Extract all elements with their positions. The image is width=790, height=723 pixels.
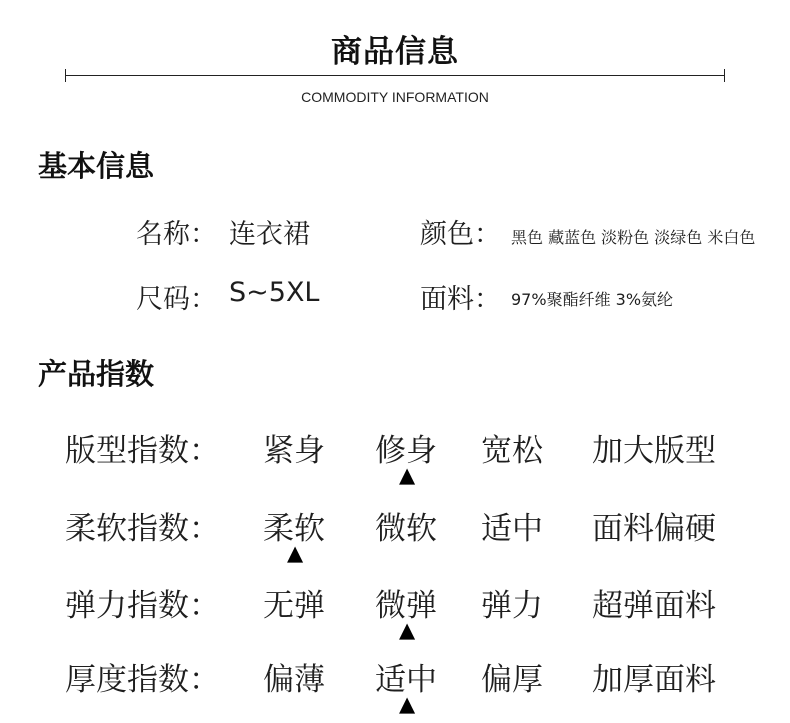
divider-right-tick	[724, 69, 725, 82]
elasticity-option-slight: 微弹	[375, 588, 437, 624]
basic-info-heading: 基本信息	[38, 149, 155, 183]
fit-option-slim: 修身	[375, 433, 437, 469]
fit-selected-marker-icon: ▲	[399, 463, 416, 487]
size-value: S~5XL	[229, 277, 320, 308]
softness-option-stiff: 面料偏硬	[592, 511, 716, 547]
fabric-value: 97%聚酯纤维 3%氨纶	[511, 290, 674, 309]
elasticity-index-label: 弹力指数：	[65, 588, 220, 624]
elasticity-option-super: 超弹面料	[592, 588, 716, 624]
product-index-heading: 产品指数	[38, 357, 155, 391]
elasticity-selected-marker-icon: ▲	[399, 618, 416, 642]
color-label: 颜色：	[420, 219, 501, 250]
elasticity-option-none: 无弹	[263, 588, 325, 624]
divider-left-tick	[65, 69, 66, 82]
title-divider	[65, 75, 725, 76]
name-value: 连衣裙	[229, 219, 310, 250]
fit-option-tight: 紧身	[263, 433, 325, 469]
thickness-selected-marker-icon: ▲	[399, 692, 416, 716]
thickness-option-thick: 偏厚	[481, 662, 543, 698]
fit-option-loose: 宽松	[481, 433, 543, 469]
thickness-option-medium: 适中	[375, 662, 437, 698]
softness-index-label: 柔软指数：	[65, 511, 220, 547]
thickness-option-extra-thick: 加厚面料	[592, 662, 716, 698]
page-subtitle: COMMODITY INFORMATION	[301, 89, 489, 105]
elasticity-option-elastic: 弹力	[481, 588, 543, 624]
name-label: 名称：	[136, 219, 217, 250]
softness-option-slightly-soft: 微软	[375, 511, 437, 547]
color-value: 黑色 藏蓝色 淡粉色 淡绿色 米白色	[511, 228, 756, 247]
softness-option-soft: 柔软	[263, 511, 325, 547]
softness-selected-marker-icon: ▲	[287, 541, 304, 565]
thickness-index-label: 厚度指数：	[65, 662, 220, 698]
fit-option-oversize: 加大版型	[592, 433, 716, 469]
softness-option-medium: 适中	[481, 511, 543, 547]
page-title: 商品信息	[331, 34, 459, 70]
thickness-option-thin: 偏薄	[263, 662, 325, 698]
fabric-label: 面料：	[420, 284, 501, 315]
fit-index-label: 版型指数：	[65, 433, 220, 469]
size-label: 尺码：	[136, 284, 217, 315]
